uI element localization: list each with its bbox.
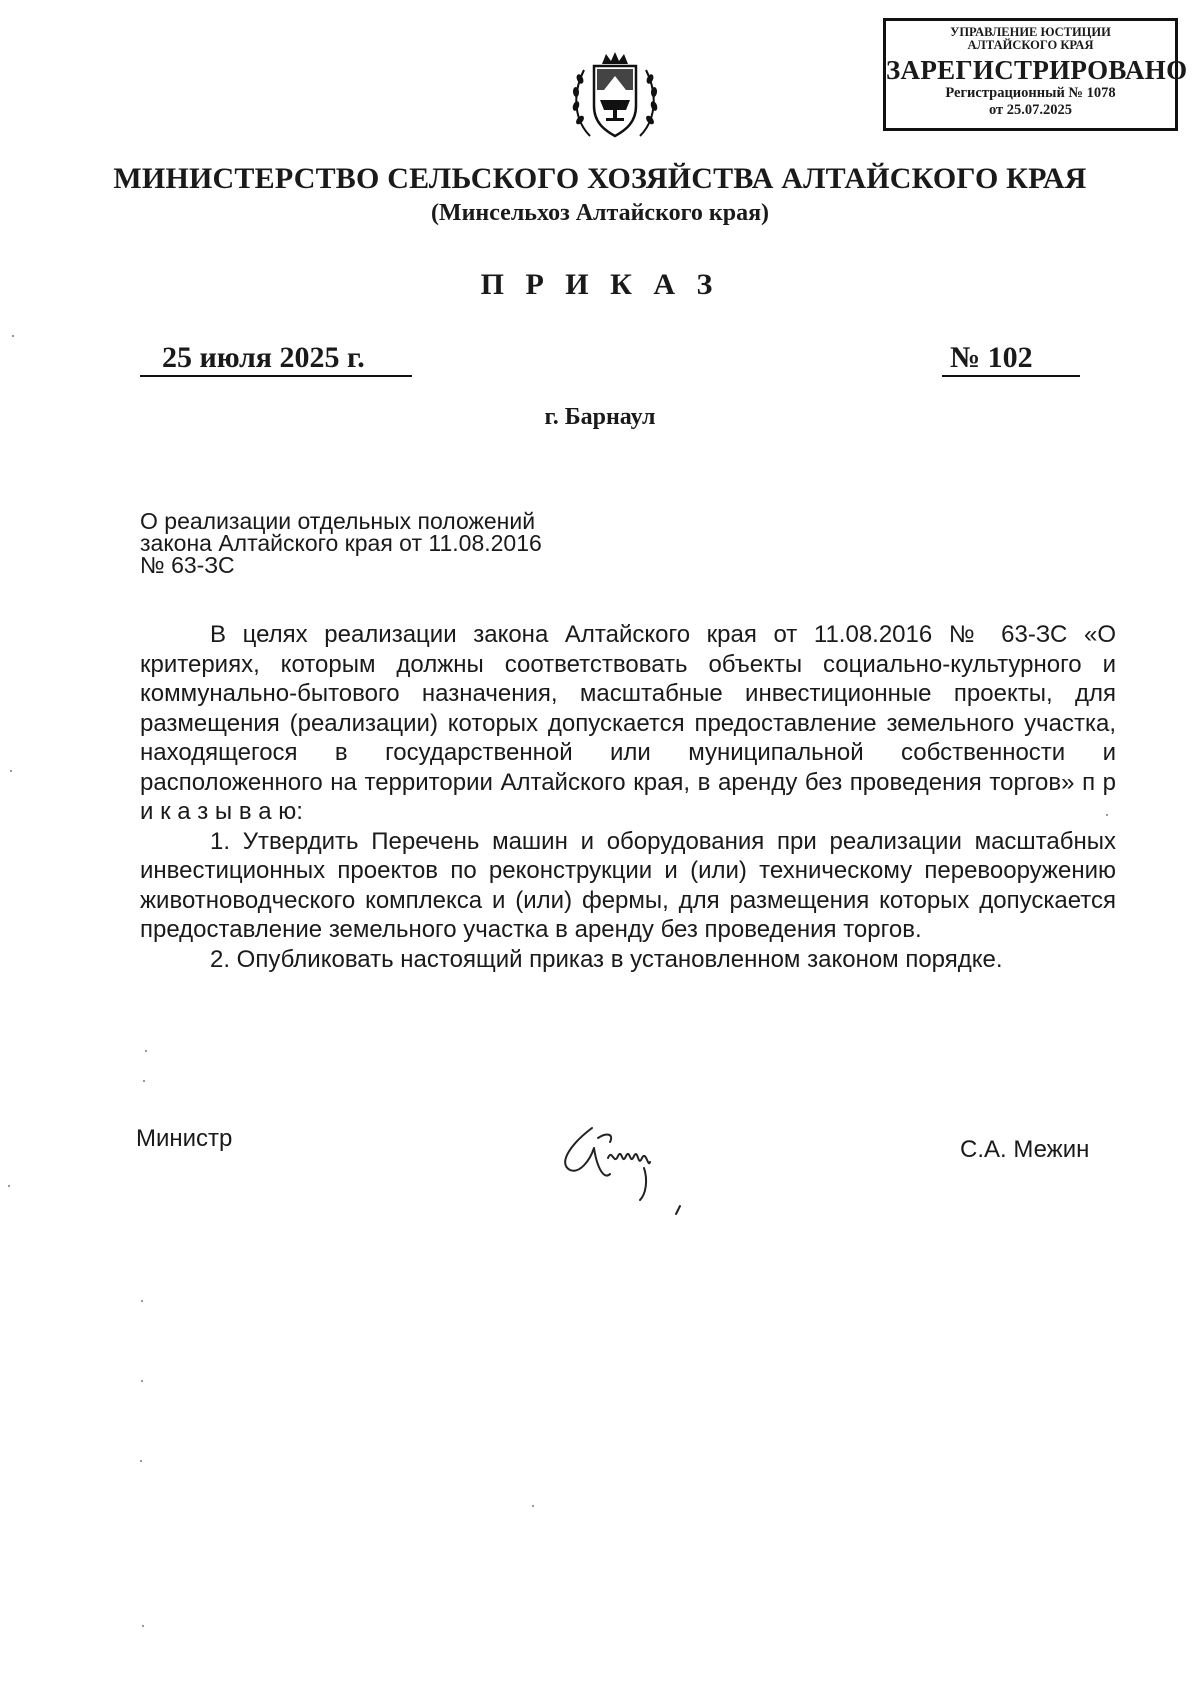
scan-speck xyxy=(8,1185,10,1187)
scan-speck xyxy=(10,770,12,772)
order-item-2: 2. Опубликовать настоящий приказ в установленном законом порядке. xyxy=(210,945,1003,973)
ministry-name: МИНИСТЕРСТВО СЕЛЬСКОГО ХОЗЯЙСТВА АЛТАЙСКОГО КРАЯ xyxy=(113,162,1087,195)
stamp-registration-number: Регистрационный № 1078 xyxy=(945,85,1116,101)
preamble-paragraph: В целях реализации закона Алтайского края от 11.08.2016 № 63-ЗС «О критериях, которым должны соответствовать объекты социально-культурного и коммунально-бытового назначения, масштабные инвестиционные проекты, для размещения (реализации) которых допускается предоставление земельного участка, находящегося в государственной или муниципальной собственности и расположенного на территории Алтайского края, в аренду без проведения торгов» п р и к а з ы в а ю: xyxy=(140,621,1116,825)
scan-speck xyxy=(532,1505,534,1507)
stamp-status: ЗАРЕГИСТРИРОВАНО xyxy=(886,55,1188,85)
order-item-1: 1. Утвердить Перечень машин и оборудования при реализации масштабных инвестиционных проектов по реконструкции и (или) техническому перевооружению животноводческого комплекса и (или) фермы, для размещения которых допускается предоставление земельного участка в аренду без проведения торгов. xyxy=(140,827,1116,943)
registration-stamp xyxy=(883,18,1188,131)
coat-of-arms-icon xyxy=(570,50,660,144)
scan-speck xyxy=(143,1080,145,1082)
stamp-authority-line2: АЛТАЙСКОГО КРАЯ xyxy=(967,38,1094,52)
subject-line3: № 63-ЗС xyxy=(140,552,235,578)
order-date: 25 июля 2025 г. xyxy=(140,341,412,377)
ministry-short-name: (Минсельхоз Алтайского края) xyxy=(430,200,770,226)
scan-speck xyxy=(141,1380,143,1382)
signatory-position: Министр xyxy=(136,1125,233,1152)
document-type: П Р И К А З xyxy=(480,268,720,301)
scan-speck xyxy=(140,1460,142,1462)
scan-speck xyxy=(145,1050,147,1052)
subject-line2: закона Алтайского края от 11.08.2016 xyxy=(140,530,542,556)
scan-speck xyxy=(12,335,14,337)
city: г. Барнаул xyxy=(544,404,656,430)
handwritten-signature-icon xyxy=(552,1108,702,1218)
stamp-authority-line1: УПРАВЛЕНИЕ ЮСТИЦИИ xyxy=(950,25,1111,39)
order-number: № 102 xyxy=(942,341,1080,377)
scan-speck xyxy=(142,1625,144,1627)
scan-speck xyxy=(141,1300,143,1302)
stamp-registration-date: от 25.07.2025 xyxy=(988,102,1073,118)
signatory-name: С.А. Межин xyxy=(960,1136,1090,1163)
scan-speck xyxy=(1106,814,1108,816)
order-subject xyxy=(140,510,620,576)
stamp-authority xyxy=(886,26,1175,52)
subject-line1: О реализации отдельных положений xyxy=(140,508,536,534)
order-body xyxy=(140,620,1116,974)
